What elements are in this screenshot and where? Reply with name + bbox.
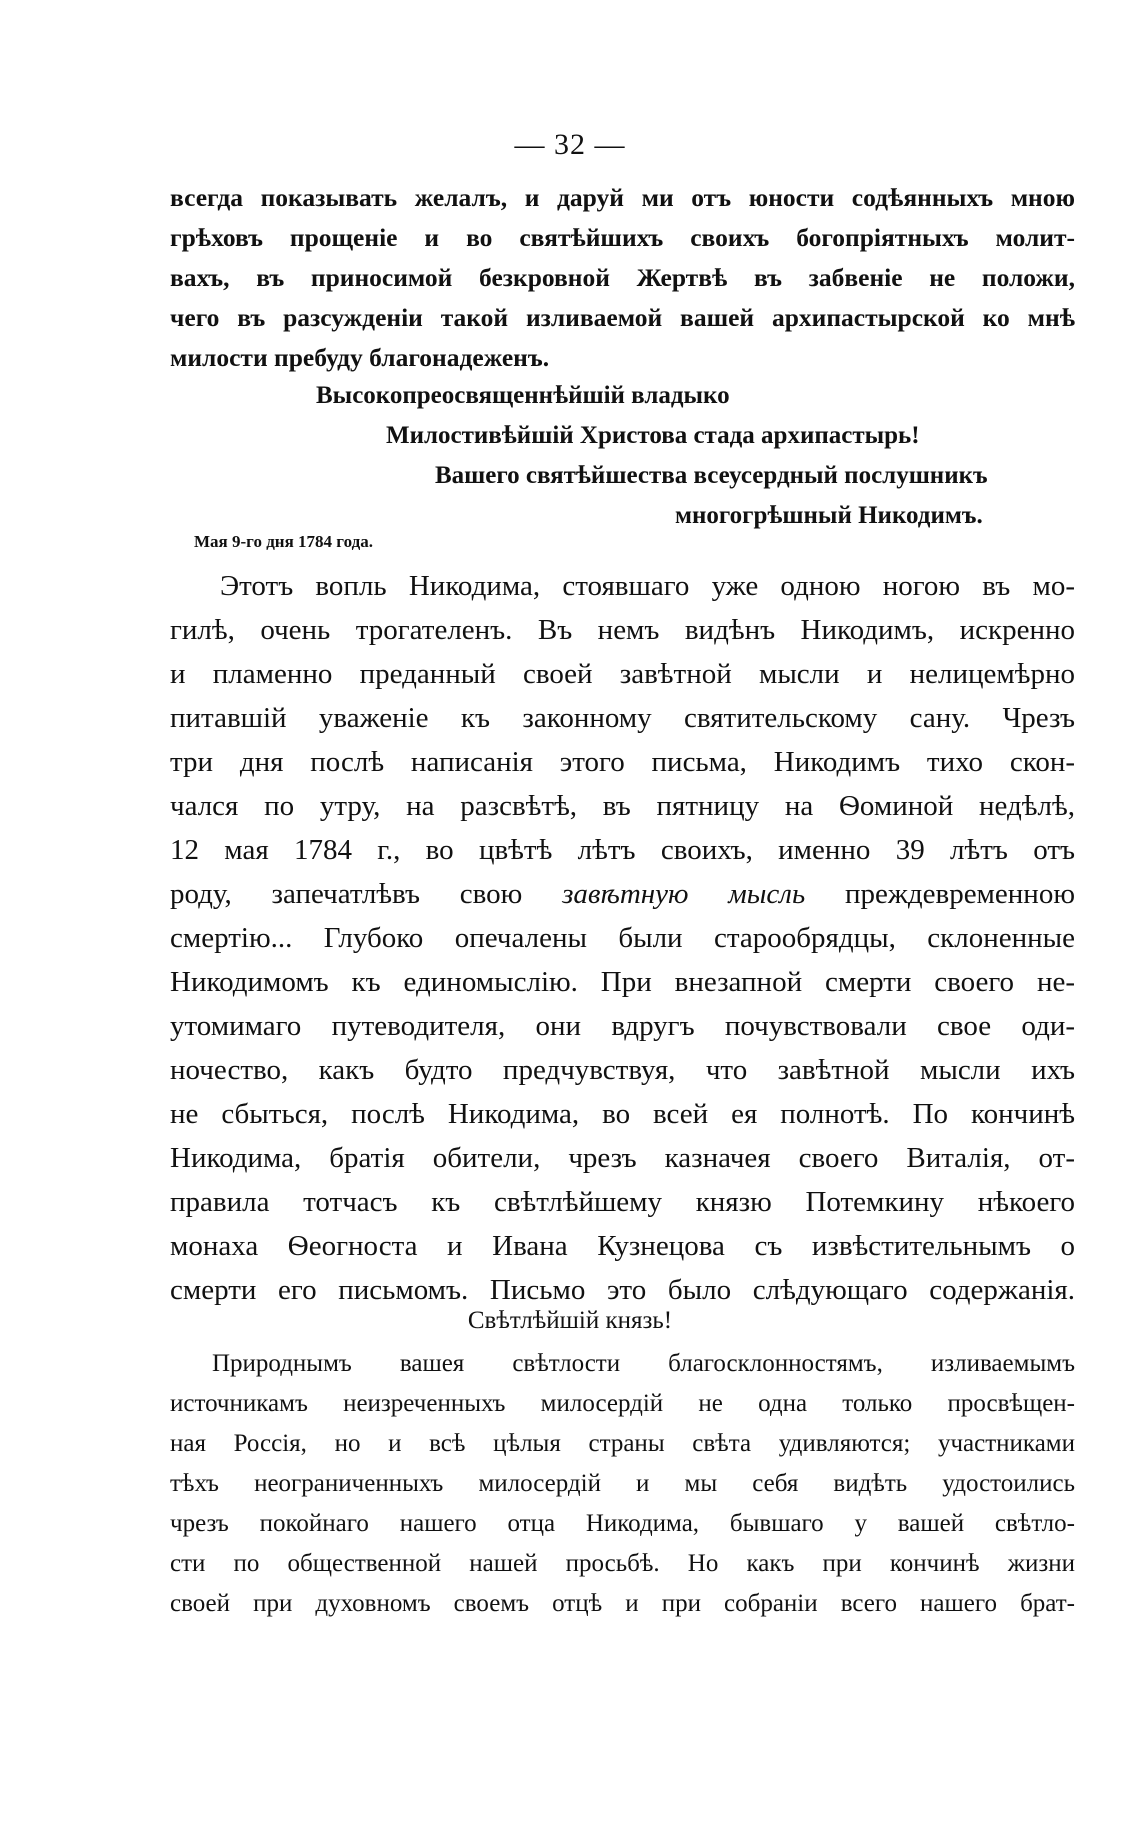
letter-line: чего въ разсужденiи такой изливаемой вашей архипастырской ко мнѣ [170,303,1075,332]
paragraph-line: 12 мая 1784 г., во цвѣтѣ лѣтъ своихъ, именно 39 лѣтъ отъ [170,834,1075,866]
paragraph-line: не сбыться, послѣ Никодима, во всей ея полнотѣ. По кончинѣ [170,1098,1075,1130]
paragraph-line: утомимаго путеводителя, они вдругъ почувствовали свое оди- [170,1010,1075,1042]
letter-line: источникамъ неизреченныхъ милосердiй не одна только просвѣщен- [170,1390,1075,1417]
letter-line: всегда показывать желалъ, и даруй ми отъ юности содѣянныхъ мною [170,183,1075,212]
letter-line: чрезъ покойнаго нашего отца Никодима, бывшаго у вашей свѣтло- [170,1510,1075,1537]
letter-line: милости пребуду благонадеженъ. [170,343,550,372]
paragraph-line: смертiю... Глубоко опечалены были старообрядцы, склоненные [170,922,1075,954]
closing-signature-name: многогрѣшный Никодимъ. [675,502,983,529]
paragraph-line: чался по утру, на разсвѣтѣ, въ пятницу на Ѳоминой недѣлѣ, [170,790,1075,822]
page-number: — 32 — [514,128,626,161]
letter-line: своей при духовномъ своемъ отцѣ и при собранiи всего нашего брат- [170,1590,1075,1617]
closing-signature-line: Вашего святѣйшества всеусердный послушникъ [435,462,988,489]
paragraph-line: Никодима, братiя обители, чрезъ казначея своего Виталiя, от- [170,1142,1075,1174]
letter-date: Мая 9-го дня 1784 года. [194,532,373,551]
letter-line: вахъ, въ приносимой безкровной Жертвѣ въ забвенiе не положи, [170,263,1075,292]
paragraph-line: монаха Ѳеогноста и Ивана Кузнецова съ извѣстительнымъ о [170,1230,1075,1262]
paragraph-text: преждевременною [805,878,1075,910]
paragraph-line: смерти его письмомъ. Письмо это было слѣдующаго содержанiя. [170,1274,1075,1306]
paragraph-text: роду, запечатлѣвъ свою [170,878,563,910]
paragraph-line: ночество, какъ будто предчувствуя, что завѣтной мысли ихъ [170,1054,1075,1086]
paragraph-line: и пламенно преданный своей завѣтной мысли и нелицемѣрно [170,658,1075,690]
closing-address: Высокопреосвященнѣйшiй владыко [316,382,730,409]
letter-line: ная Россiя, но и всѣ цѣлыя страны свѣта удивляются; участниками [170,1430,1075,1457]
letter-line: грѣховъ прощенiе и во святѣйшихъ своихъ богопрiятныхъ молит- [170,223,1075,252]
paragraph-line: гилѣ, очень трогателенъ. Въ немъ видѣнъ Никодимъ, искренно [170,614,1075,646]
paragraph-line [170,878,1075,911]
letter-salutation: Свѣтлѣйшiй князь! [467,1307,673,1334]
closing-title: Милостивѣйшiй Христова стада архипастырь! [386,422,920,449]
paragraph-line: правила тотчасъ къ свѣтлѣйшему князю Потемкину нѣкоего [170,1186,1075,1218]
paragraph-line: питавшiй уваженiе къ законному святительскому сану. Чрезъ [170,702,1075,734]
letter-line: Природнымъ вашея свѣтлости благосклонностямъ, изливаемымъ [212,1350,1075,1377]
emphasized-phrase: завѣтную мысль [562,878,806,910]
paragraph-line: Этотъ вопль Никодима, стоявшаго уже одною ногою въ мо- [220,570,1075,602]
paragraph-line: три дня послѣ написанiя этого письма, Никодимъ тихо скон- [170,746,1075,778]
paragraph-line: Никодимомъ къ единомыслiю. При внезапной смерти своего не- [170,966,1075,998]
letter-line: тѣхъ неограниченныхъ милосердiй и мы себя видѣть удостоились [170,1470,1075,1497]
letter-line: сти по общественной нашей просьбѣ. Но какъ при кончинѣ жизни [170,1550,1075,1577]
